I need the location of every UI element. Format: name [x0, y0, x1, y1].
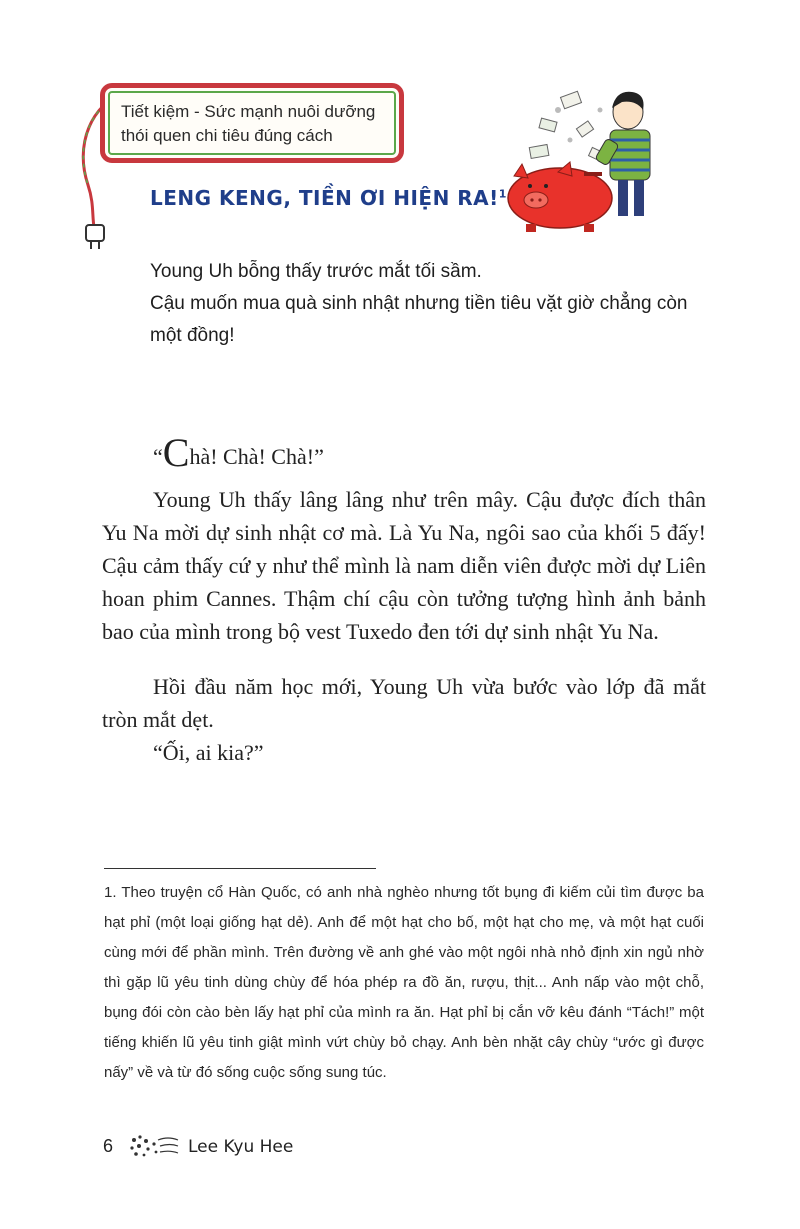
stars-decoration-icon: [128, 1134, 180, 1158]
intro-line-2: Cậu muốn mua quà sinh nhật nhưng tiền tiêu vặt giờ chẳng còn một đồng!: [150, 293, 688, 346]
boy-piggy-bank-illustration: [500, 80, 680, 240]
chapter-title-text: LENG KENG, TIỀN ƠI HIỆN RA!: [150, 186, 499, 210]
header-line-2: thói quen chi tiêu đúng cách: [121, 126, 333, 145]
intro-line-1: Young Uh bỗng thấy trước mắt tối sầm.: [150, 261, 482, 282]
chapter-title: [150, 186, 507, 210]
section-header-box: [100, 83, 404, 163]
exclamation-text: hà! Chà! Chà!”: [189, 444, 324, 469]
body-paragraph-4: “Ối, ai kia?”: [153, 740, 264, 765]
piggy-bank-icon: [508, 162, 612, 232]
body-paragraph-1: [102, 430, 706, 475]
page-number: 6: [103, 1136, 114, 1156]
title-footnote-mark: 1: [498, 187, 507, 201]
body-paragraph-3: Hồi đầu năm học mới, Young Uh vừa bước vào lớp đã mắt tròn mắt dẹt.: [102, 674, 706, 732]
open-quote: “: [153, 444, 163, 469]
footnote: 1. Theo truyện cổ Hàn Quốc, có anh nhà nghèo nhưng tốt bụng đi kiếm củi tìm được ba hạt phỉ (một loại giống hạt dẻ). Anh để một hạt cho bố, một hạt cho mẹ, và một hạt cuối cùng mới để phần mình. Trên đường về anh ghé vào một ngôi nhà nhỏ định xin ngủ nhờ thì gặp lũ yêu tinh dùng chùy để hóa phép ra đồ ăn, rượu, thịt... Anh nấp vào một chỗ, bụng đói còn cào bèn lấy hạt phỉ của mình ra ăn. Hạt phỉ bị cắn vỡ kêu đánh “Tách!” một tiếng khiến lũ yêu tinh giật mình vứt chùy bỏ chạy. Anh bèn nhặt cây chùy “ước gì được nấy” về và từ đó sống cuộc sống sung túc.: [104, 884, 704, 1081]
chapter-intro: [150, 256, 710, 352]
drop-cap: C: [162, 430, 190, 475]
author-name: Lee Kyu Hee: [188, 1137, 294, 1157]
header-line-1: Tiết kiệm - Sức mạnh nuôi dưỡng: [121, 102, 376, 121]
footnote-divider: [104, 868, 376, 869]
body-text: [102, 430, 706, 769]
flying-money-icon: [529, 91, 605, 161]
body-paragraph-2: Young Uh thấy lâng lâng như trên mây. Cậu được đích thân Yu Na mời dự sinh nhật cơ mà. Là Yu Na, ngôi sao của khối 5 đấy! Cậu cảm thấy cứ y như thể mình là nam diễn viên được mời dự Liên hoan phim Cannes. Thậm chí cậu còn tưởng tượng hình ảnh bảnh bao của mình trong bộ vest Tuxedo đen tới dự sinh nhật Yu Na.: [102, 487, 706, 644]
